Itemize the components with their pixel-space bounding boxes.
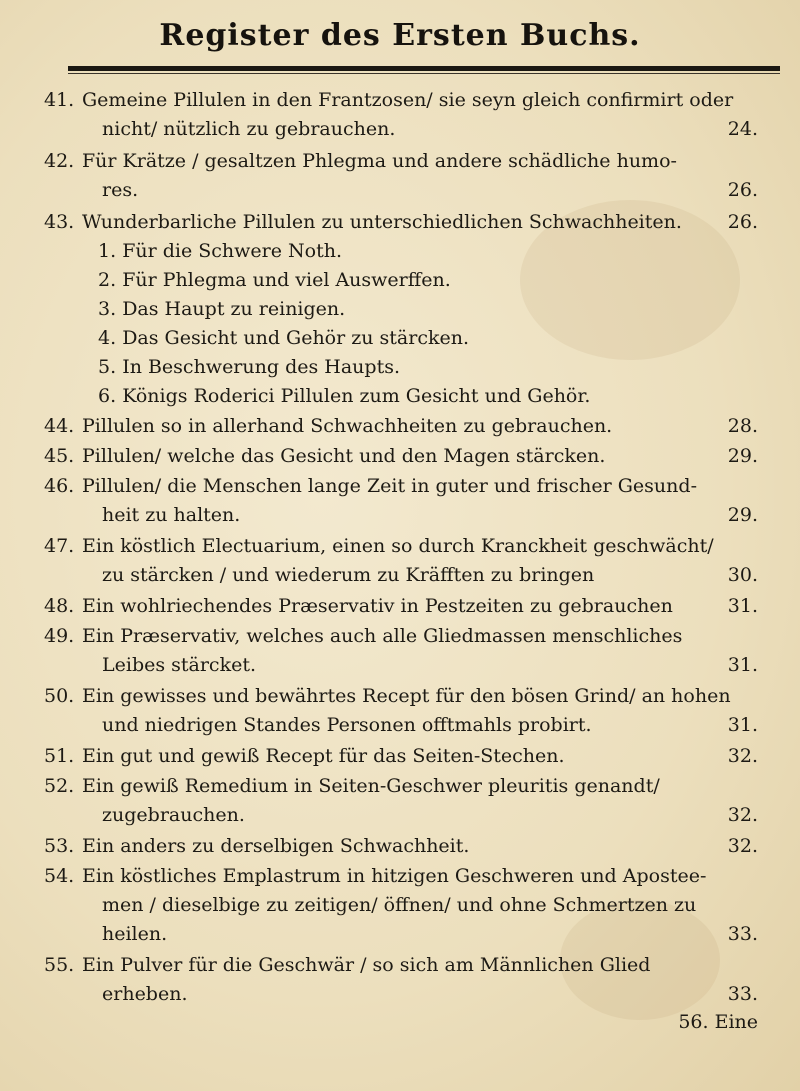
entry-text: Ein gewisses und bewährtes Recept für den bösen Grind/ an hohen (82, 685, 731, 707)
entry-text: Pillulen so in allerhand Schwachheiten zu gebrauchen. (82, 415, 613, 437)
sub-item-text: 1. Für die Schwere Noth. (98, 240, 342, 262)
entry-number: 54. (44, 865, 75, 887)
entry-number: 49. (44, 625, 75, 647)
entry-text: Für Krätze / gesaltzen Phlegma und andere schädliche humo- (82, 150, 677, 172)
entry-number: 41. (44, 89, 75, 111)
entry-number: 42. (44, 150, 75, 172)
entry-number: 53. (44, 835, 75, 857)
sub-item-text: 6. Königs Roderici Pillulen zum Gesicht und Gehör. (98, 385, 591, 407)
entry-number: 45. (44, 445, 75, 467)
header-rule-thin (68, 73, 780, 74)
entry-text: Ein köstlich Electuarium, einen so durch Kranckheit geschwächt/ (82, 535, 714, 557)
entry-number: 43. (44, 211, 75, 233)
entry-text-cont: zu stärcken / und wiederum zu Kräfften zu bringen (102, 564, 595, 586)
entry-page: 29. (727, 504, 758, 526)
entry-number: 52. (44, 775, 75, 797)
entry-number: 48. (44, 595, 75, 617)
page-title: Register des Ersten Buchs. (159, 18, 641, 53)
entry-number: 51. (44, 745, 75, 767)
entry-number: 50. (44, 685, 75, 707)
entry-number: 55. (44, 954, 75, 976)
sub-item-text: 5. In Beschwerung des Haupts. (98, 356, 400, 378)
entry-text: Ein köstliches Emplastrum in hitzigen Geschweren und Apostee- (82, 865, 707, 887)
entry-text: Ein gut und gewiß Recept für das Seiten-Stechen. (82, 745, 565, 767)
entry-number: 47. (44, 535, 75, 557)
entry-number: 46. (44, 475, 75, 497)
entry-text: Wunderbarliche Pillulen zu unterschiedlichen Schwachheiten. (82, 211, 682, 233)
sub-item-text: 2. Für Phlegma und viel Auswerffen. (98, 269, 451, 291)
entry-text-cont: nicht/ nützlich zu gebrauchen. (102, 118, 396, 140)
entry-text: Pillulen/ welche das Gesicht und den Magen stärcken. (82, 445, 606, 467)
entry-text-cont: heit zu halten. (102, 504, 241, 526)
sub-item-text: 3. Das Haupt zu reinigen. (98, 298, 346, 320)
catchword: 56. Eine (678, 1011, 758, 1033)
entry-page: 32. (727, 745, 758, 767)
entry-text-cont: und niedrigen Standes Personen offtmahls probirt. (102, 714, 592, 736)
entry-page: 31. (727, 595, 758, 617)
entry-text: Pillulen/ die Menschen lange Zeit in guter und frischer Gesund- (82, 475, 697, 497)
entry-page: 30. (727, 564, 758, 586)
entry-page: 33. (727, 923, 758, 945)
entry-text: Gemeine Pillulen in den Frantzosen/ sie seyn gleich confirmirt oder (82, 89, 734, 111)
entry-text: Ein gewiß Remedium in Seiten-Geschwer pleuritis genandt/ (82, 775, 660, 797)
entry-text: Ein Pulver für die Geschwär / so sich am Männlichen Glied (82, 954, 651, 976)
entry-page: 33. (727, 983, 758, 1005)
entry-page: 32. (727, 804, 758, 826)
entry-page: 31. (727, 714, 758, 736)
sub-item-text: 4. Das Gesicht und Gehör zu stärcken. (98, 327, 469, 349)
entry-text: Ein wohlriechendes Præservativ in Pestzeiten zu gebrauchen (82, 595, 673, 617)
entry-page: 31. (727, 654, 758, 676)
header-rule (68, 66, 780, 71)
entry-page: 26. (727, 211, 758, 233)
entry-page: 29. (727, 445, 758, 467)
entry-page: 24. (727, 118, 758, 140)
entry-text-cont: men / dieselbige zu zeitigen/ öffnen/ und ohne Schmertzen zu (102, 894, 697, 916)
entry-page: 28. (727, 415, 758, 437)
entry-text-cont: erheben. (102, 983, 188, 1005)
entry-text-cont: heilen. (102, 923, 168, 945)
entry-page: 32. (727, 835, 758, 857)
entry-text: Ein anders zu derselbigen Schwachheit. (82, 835, 470, 857)
entry-text-cont: Leibes stärcket. (102, 654, 257, 676)
entry-text-cont: res. (102, 179, 139, 201)
entry-page: 26. (727, 179, 758, 201)
entry-text: Ein Præservativ, welches auch alle Gliedmassen menschliches (82, 625, 683, 647)
entry-number: 44. (44, 415, 75, 437)
entry-text-cont: zugebrauchen. (102, 804, 245, 826)
